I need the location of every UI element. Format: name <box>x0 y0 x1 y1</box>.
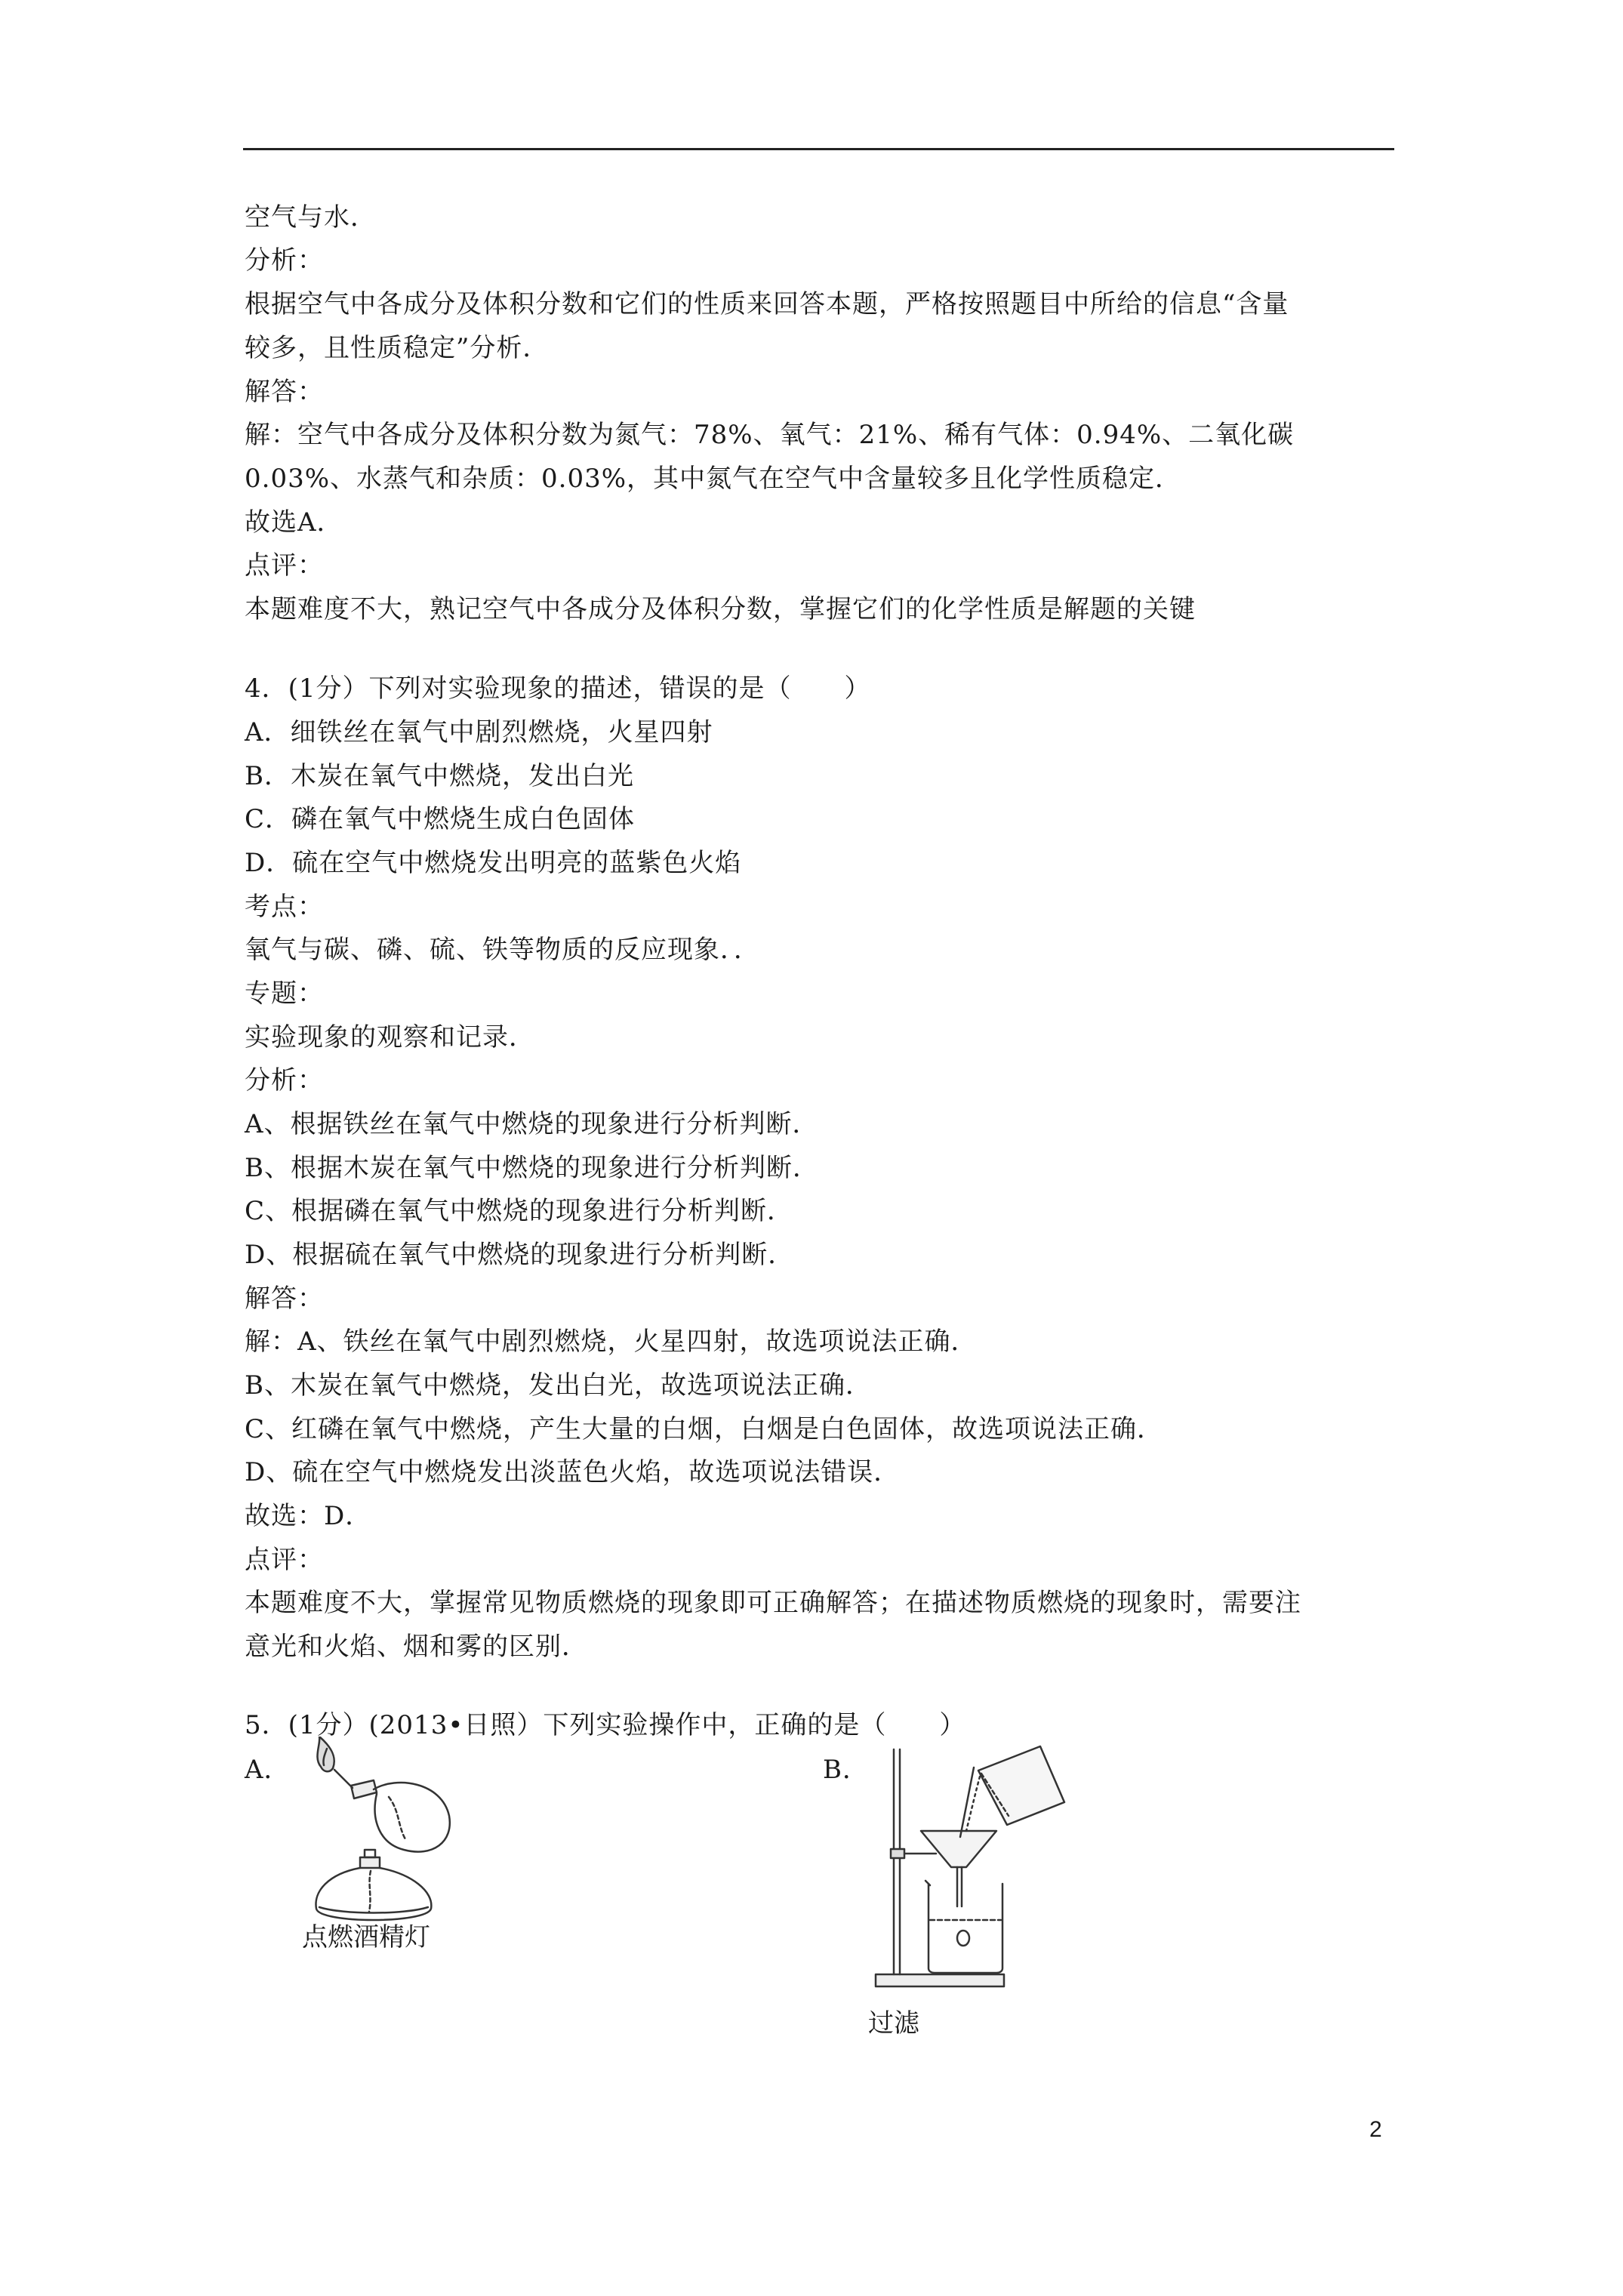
text-line: 解答： <box>245 1284 324 1314</box>
text-line: 0.03%、水蒸气和杂质：0.03%，其中氮气在空气中含量较多且化学性质稳定． <box>245 464 1182 494</box>
text-line: 较多，且性质稳定”分析． <box>245 333 550 363</box>
text-line: 解答： <box>245 377 324 407</box>
text-line: 故选A． <box>245 507 343 538</box>
text-line: 分析： <box>245 1065 324 1096</box>
text-line: 根据空气中各成分及体积分数和它们的性质来回答本题，严格按照题目中所给的信息“含量 <box>245 289 1289 319</box>
text-line: 专题： <box>245 978 324 1009</box>
text-line: 氧气与碳、磷、硫、铁等物质的反应现象．． <box>245 935 760 965</box>
text-line: 意光和火焰、烟和雾的区别． <box>245 1632 588 1662</box>
page-number: 2 <box>1369 2117 1382 2142</box>
text-line: B、根据木炭在氧气中燃烧的现象进行分析判断． <box>245 1153 819 1183</box>
text-line: 分析： <box>245 245 324 276</box>
text-line: 本题难度不大，掌握常见物质燃烧的现象即可正确解答；在描述物质燃烧的现象时，需要注 <box>245 1588 1301 1618</box>
option-c: C．磷在氧气中燃烧生成白色固体 <box>245 804 636 834</box>
question-5-stem: 5．(1分）(2013•日照）下列实验操作中，正确的是（ ） <box>245 1710 966 1740</box>
filtration-figure <box>861 1740 1072 2001</box>
text-line: A、根据铁丝在氧气中燃烧的现象进行分析判断． <box>245 1109 819 1139</box>
text-line: B、木炭在氧气中燃烧，发出白光，故选项说法正确． <box>245 1370 872 1401</box>
option-d: D．硫在空气中燃烧发出明亮的蓝紫色火焰 <box>245 848 742 878</box>
text-line: 实验现象的观察和记录． <box>245 1022 535 1052</box>
option-b-label: B． <box>823 1755 869 1785</box>
text-line: C、红磷在氧气中燃烧，产生大量的白烟，白烟是白色固体，故选项说法正确． <box>245 1414 1164 1444</box>
option-a: A．细铁丝在氧气中剧烈燃烧，火星四射 <box>245 717 713 747</box>
text-line: 考点： <box>245 892 324 922</box>
text-line: D、硫在空气中燃烧发出淡蓝色火焰，故选项说法错误． <box>245 1457 901 1487</box>
alcohol-lamp-figure <box>298 1737 472 1933</box>
option-b-caption: 过滤 <box>868 2008 919 2039</box>
option-a-caption: 点燃酒精灯 <box>302 1922 430 1952</box>
text-line: 故选：D． <box>245 1501 372 1531</box>
option-b: B．木炭在氧气中燃烧，发出白光 <box>245 761 634 791</box>
text-line: C、根据磷在氧气中燃烧的现象进行分析判断． <box>245 1196 794 1226</box>
text-line: 本题难度不大，熟记空气中各成分及体积分数，掌握它们的化学性质是解题的关键 <box>245 594 1196 624</box>
question-4-stem: 4．(1分）下列对实验现象的描述，错误的是（ ） <box>245 673 871 704</box>
text-line: 解：A、铁丝在氧气中剧烈燃烧，火星四射，故选项说法正确． <box>245 1327 978 1357</box>
option-a-label: A． <box>245 1755 291 1785</box>
text-line: D、根据硫在氧气中燃烧的现象进行分析判断． <box>245 1240 795 1270</box>
text-line: 点评： <box>245 550 324 581</box>
header-rule <box>243 148 1394 150</box>
text-line: 解：空气中各成分及体积分数为氮气：78%、氧气：21%、稀有气体：0.94%、二氧化碳 <box>245 420 1295 450</box>
text-line: 点评： <box>245 1545 324 1575</box>
text-line: 空气与水． <box>245 202 377 233</box>
